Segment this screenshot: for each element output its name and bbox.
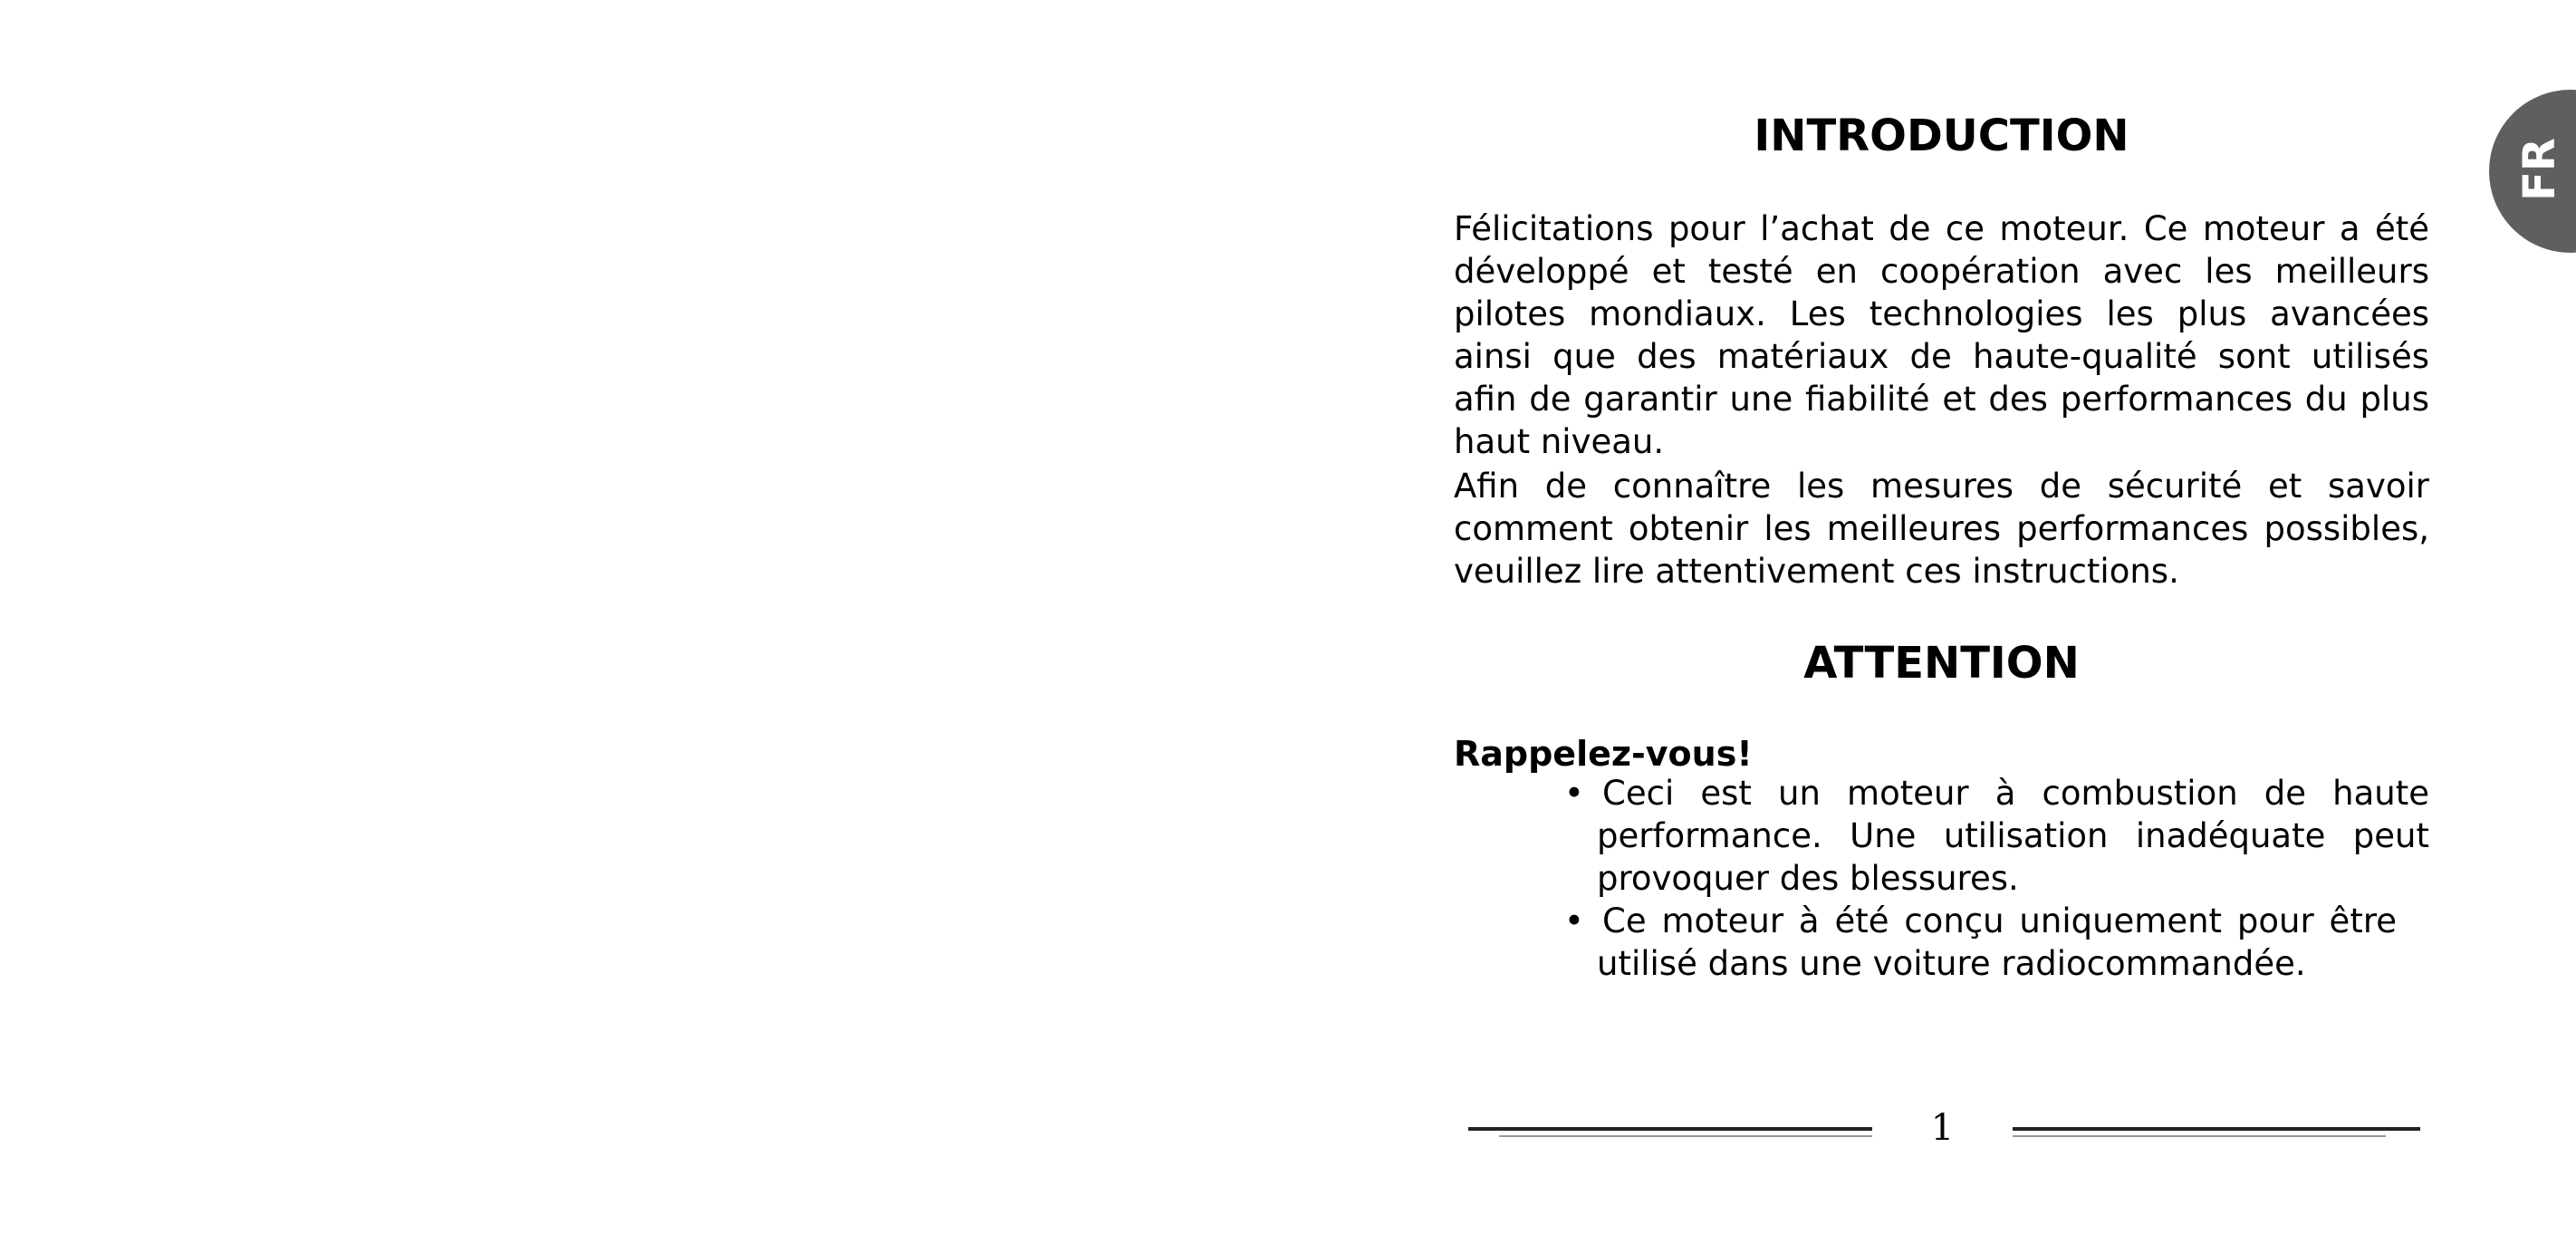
list-item-text: Ce moteur à été conçu uniquement pour être utilisé dans une voiture radiocommandée. [1597,901,2397,983]
page-footer [1454,1105,2429,1151]
list-item-text: Ceci est un moteur à combustion de haute performance. Une utilisation inadéquate peut provoquer des blessures. [1597,774,2429,898]
intro-paragraph-1: Félicitations pour l’achat de ce moteur. Ce moteur a été développé et testé en coopération avec les meilleurs pilotes mondiaux. Les technologies les plus avancées ainsi que des matériaux de haute-qualité sont utilisés afin de garantir une fiabilité et des performances du plus haut niveau. [1454,209,2429,461]
list-item [1454,900,2429,985]
page-number: 1 [1930,1107,1955,1149]
bullet-icon: • [1564,774,1584,813]
warning-list [1454,772,2429,985]
language-tab-label: FR [2514,138,2565,201]
footer-rule-light-line [1499,1135,1872,1137]
attention-heading: ATTENTION [1803,638,2080,689]
footer-rule-dark-line [2013,1127,2420,1131]
reminder-label: Rappelez-vous! [1454,734,1753,774]
document-page [1454,0,2429,1234]
introduction-heading: INTRODUCTION [1754,111,2129,161]
footer-rule-dark-line [1468,1127,1872,1131]
list-item [1454,772,2429,900]
bullet-icon: • [1564,901,1584,940]
intro-paragraph-2: Afin de connaître les mesures de sécurité et savoir comment obtenir les meilleures performances possibles, veuillez lire attentivement ces instructions. [1454,467,2429,591]
footer-rule-light-line [2013,1135,2386,1137]
